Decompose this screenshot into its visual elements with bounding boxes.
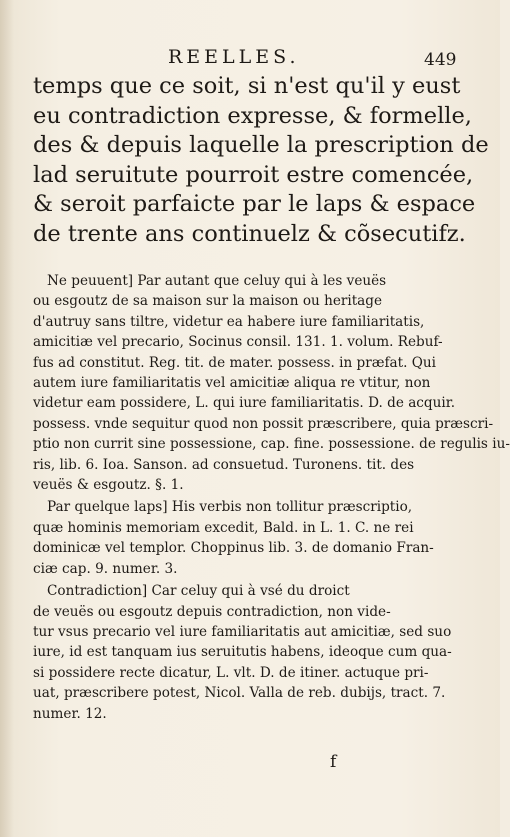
- main-text-block: [33, 72, 489, 249]
- commentary-paragraph-par-quelque-laps: [33, 497, 434, 579]
- commentary-line: fus ad constitut. Reg. tit. de mater. possess. in præfat. Qui: [33, 354, 436, 371]
- main-text-line: eu contradiction expresse, & formelle,: [33, 102, 472, 129]
- main-text-line: de trente ans continuelz & cõsecutifz.: [33, 220, 466, 247]
- commentary-line: ptio non currit sine possessione, cap. fine. possessione. de regulis iu-: [33, 436, 510, 453]
- commentary-line: dominicæ vel templor. Choppinus lib. 3. de domanio Fran-: [33, 540, 434, 557]
- commentary-line: amicitiæ vel precario, Socinus consil. 131. 1. volum. Rebuf-: [33, 334, 443, 351]
- commentary-line: numer. 12.: [33, 705, 107, 722]
- commentary-paragraph-ne-peuuent: [33, 271, 510, 495]
- commentary-line: videtur eam possidere, L. qui iure familiaritatis. D. de acquir.: [33, 395, 456, 412]
- commentary-line: autem iure familiaritatis vel amicitiæ aliqua re vtitur, non: [33, 375, 431, 392]
- commentary-line: Ne peuuent] Par autant que celuy qui à les veuës: [47, 273, 387, 289]
- main-text-line: temps que ce soit, si n'est qu'il y eust: [33, 73, 461, 99]
- commentary-line: si possidere recte dicatur, L. vlt. D. de itiner. actuque pri-: [33, 664, 429, 681]
- commentary-line: possess. vnde sequitur quod non possit præscribere, quia præscri-: [33, 415, 494, 432]
- catchword: f: [330, 752, 337, 772]
- commentary-line: uat, præscribere potest, Nicol. Valla de reb. dubijs, tract. 7.: [33, 685, 446, 702]
- main-text-line: lad seruitute pourroit estre comencée,: [33, 161, 474, 188]
- commentary-line: d'autruy sans tiltre, videtur ea habere iure familiaritatis,: [33, 313, 425, 330]
- commentary-line: tur vsus precario vel iure familiaritatis aut amicitiæ, sed suo: [33, 623, 452, 640]
- commentary-block: [33, 271, 510, 724]
- main-text-line: & seroit parfaicte par le laps & espace: [33, 191, 476, 217]
- main-text-line: des & depuis laquelle la prescription de: [33, 132, 489, 158]
- page-gutter-shadow: [0, 0, 14, 837]
- commentary-line: de veuës ou esgoutz depuis contradiction, non vide-: [33, 603, 391, 620]
- commentary-line: Contradiction] Car celuy qui à vsé du droict: [47, 583, 350, 600]
- page-number: 449: [424, 50, 457, 70]
- commentary-line: veuës & esgoutz. §. 1.: [33, 477, 184, 494]
- commentary-line: ciæ cap. 9. numer. 3.: [33, 560, 178, 577]
- commentary-line: quæ hominis memoriam excedit, Bald. in L. 1. C. ne rei: [33, 519, 414, 536]
- commentary-line: Par quelque laps] His verbis non tollitur præscriptio,: [47, 499, 413, 516]
- commentary-line: ou esgoutz de sa maison sur la maison ou heritage: [33, 293, 383, 310]
- commentary-line: ris, lib. 6. Ioa. Sanson. ad consuetud. Turonens. tit. des: [33, 456, 415, 473]
- page-header: [0, 46, 500, 72]
- running-head: REELLES.: [168, 46, 300, 68]
- commentary-paragraph-contradiction: [33, 581, 452, 724]
- commentary-line: iure, id est tanquam ius seruitutis habens, ideoque cum qua-: [33, 644, 452, 661]
